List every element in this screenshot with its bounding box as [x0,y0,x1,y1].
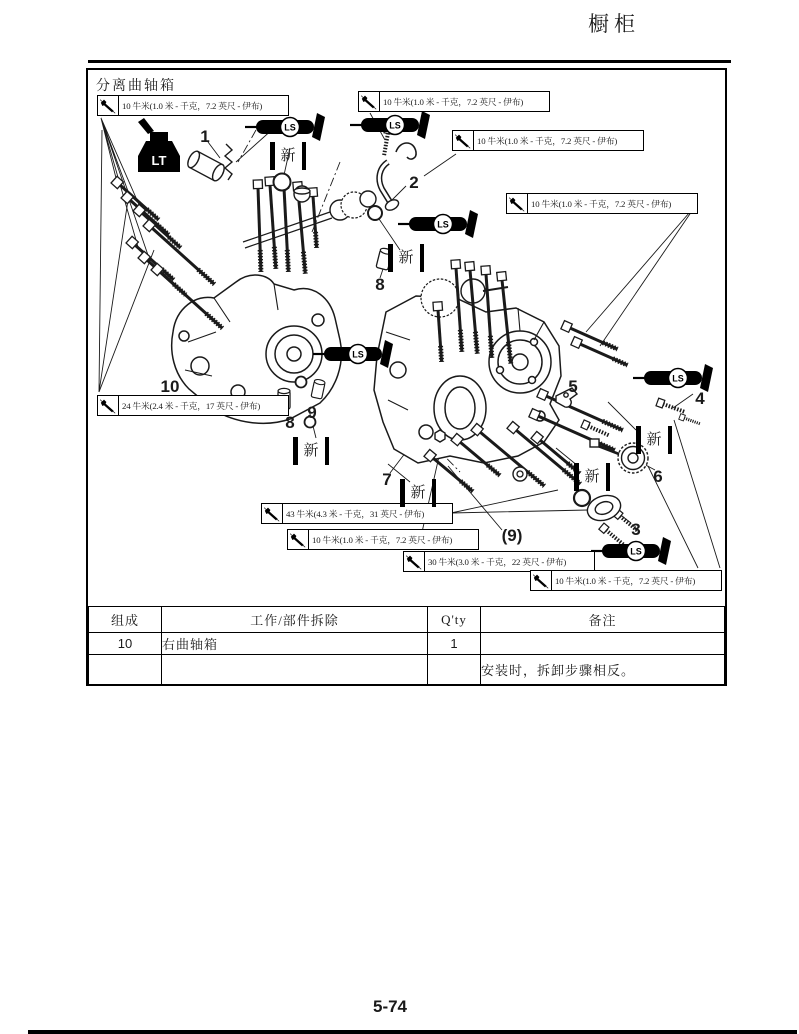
torque-wrench-icon [288,530,309,549]
column-header-remarks: 备注 [481,607,725,633]
column-header-order: 组成 [89,607,162,633]
page-header-title: 橱柜 [588,12,640,36]
figure-frame [86,68,727,686]
torque-spec-text: 10 牛米(1.0 米 - 千克，7.2 英尺 - 伊布) [477,136,618,146]
torque-wrench-icon [404,552,425,571]
new-part-label [636,426,672,454]
cell-qty: 1 [428,633,481,655]
column-header-job: 工作/部件拆除 [162,607,428,633]
torque-spec-box [97,95,289,116]
new-label-bar [606,463,611,491]
ls-icon: LS [630,546,642,557]
cell-remarks: 安装时，拆卸步骤相反。 [481,655,725,685]
cell-remarks [481,633,725,655]
new-label-bar [302,142,307,170]
torque-spec-text: 10 牛米(1.0 米 - 千克，7.2 英尺 - 伊布) [122,101,263,111]
callout-number: 1 [200,127,210,146]
torque-spec-box [287,529,479,550]
torque-spec-text: 10 牛米(1.0 米 - 千克，7.2 英尺 - 伊布) [383,97,524,107]
torque-wrench-icon [531,571,552,590]
torque-wrench-icon [359,92,380,111]
callout-number: 5 [568,377,578,396]
callout-number: 10 [160,377,180,396]
cell-order [89,655,162,685]
callout-number: 9 [307,403,317,422]
new-label-text: 新 [398,249,414,266]
new-label-bar [400,479,405,507]
footer-bar [28,1030,797,1034]
cell-qty [428,655,481,685]
ls-icon: LS [284,122,296,133]
parts-table [88,606,725,685]
callout-number: 2 [409,173,419,192]
new-part-label [574,463,610,491]
ls-icon: LS [389,120,401,131]
torque-spec-box [506,193,698,214]
svg-text:LT: LT [151,153,167,168]
torque-spec-text: 10 牛米(1.0 米 - 千克，7.2 英尺 - 伊布) [312,535,453,545]
new-label-text: 新 [584,468,600,485]
ls-icon: LS [352,349,364,360]
callout-number: 6 [653,467,663,486]
new-label-bar [668,426,673,454]
page-number: 5-74 [372,997,408,1016]
new-label-bar [270,142,275,170]
torque-wrench-icon [98,96,119,115]
ls-icon: LS [437,219,449,230]
cell-job [162,655,428,685]
ls-icon: LS [672,373,684,384]
torque-wrench-icon [453,131,474,150]
torque-wrench-icon [507,194,528,213]
table-row [89,633,725,655]
new-label-text: 新 [280,147,296,164]
new-part-label [388,244,424,272]
new-label-text: 新 [646,431,662,448]
callout-number: 4 [695,389,705,408]
new-label-bar [574,463,579,491]
new-label-bar [432,479,437,507]
torque-spec-text: 43 牛米(4.3 米 - 千克，31 英尺 - 伊布) [286,509,425,519]
torque-spec-box [403,551,595,572]
diagram-title: 分离曲轴箱 [96,79,176,94]
torque-spec-text: 30 牛米(3.0 米 - 千克，22 英尺 - 伊布) [428,557,567,567]
callout-number: (9) [501,526,523,545]
new-label-bar [636,426,641,454]
torque-spec-text: 10 牛米(1.0 米 - 千克，7.2 英尺 - 伊布) [531,199,672,209]
new-part-label [400,479,436,507]
table-row [89,655,725,685]
torque-spec-box [452,130,644,151]
new-part-label [293,437,329,465]
torque-spec-box [97,395,289,416]
table-header-row [89,607,725,633]
new-part-label [270,142,306,170]
torque-spec-text: 10 牛米(1.0 米 - 千克，7.2 英尺 - 伊布) [555,576,696,586]
header-divider [88,60,731,63]
callout-number: 8 [375,275,385,294]
cell-order: 10 [89,633,162,655]
new-label-text: 新 [410,484,426,501]
new-label-bar [420,244,425,272]
torque-spec-box [530,570,722,591]
new-label-bar [388,244,393,272]
torque-spec-text: 24 牛米(2.4 米 - 千克，17 英尺 - 伊布) [122,401,261,411]
torque-wrench-icon [262,504,283,523]
callout-number: 7 [382,470,392,489]
column-header-qty: Q'ty [428,607,481,633]
cell-job: 右曲轴箱 [162,633,428,655]
new-label-text: 新 [303,442,319,459]
new-label-bar [293,437,298,465]
lt-sealant-icon [138,118,180,172]
new-label-bar [325,437,330,465]
torque-wrench-icon [98,396,119,415]
torque-spec-box [358,91,550,112]
callout-number: 3 [631,520,641,539]
callout-number: 8 [285,413,295,432]
